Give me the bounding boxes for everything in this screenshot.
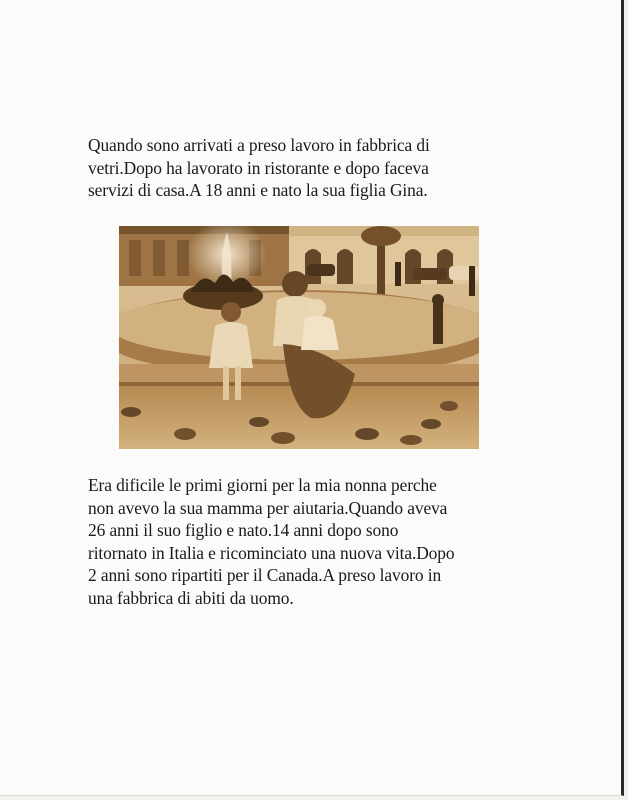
family-photo-icon xyxy=(119,226,479,449)
paragraph-arrival xyxy=(88,134,528,202)
text-line: servizi di casa.A 18 anni e nato la sua figlia Gina. xyxy=(88,180,428,200)
text-line: Quando sono arrivati a preso lavoro in fabbrica di xyxy=(88,135,430,155)
text-line: ritornato in Italia e ricominciato una nuova vita.Dopo xyxy=(88,542,455,563)
text-line: Era dificile le primi giorni per la mia nonna perche xyxy=(88,475,437,495)
family-photo xyxy=(119,226,479,449)
text-line: 26 anni il suo figlio e nato.14 anni dopo sono xyxy=(88,520,399,540)
text-line: vetri.Dopo ha lavorato in ristorante e dopo faceva xyxy=(88,157,429,178)
text-line: 2 anni sono ripartiti per il Canada.A preso lavoro in xyxy=(88,565,442,585)
text-line: non avevo la sua mamma per aiutaria.Quando aveva xyxy=(88,497,448,518)
paragraph-canada xyxy=(88,474,528,609)
text-line: una fabbrica di abiti da uomo. xyxy=(88,587,294,608)
